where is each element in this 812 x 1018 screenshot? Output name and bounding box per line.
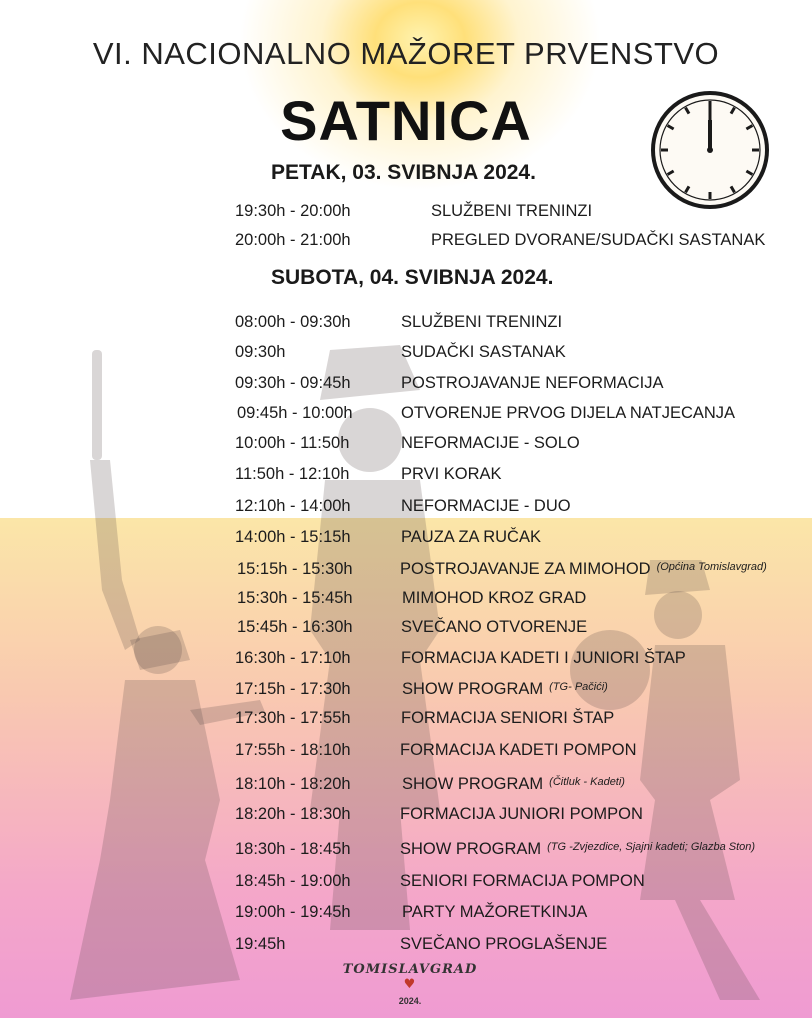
activity-label: MIMOHOD KROZ GRAD bbox=[402, 589, 587, 607]
schedule-row bbox=[0, 465, 812, 489]
schedule-time: 17:55h - 18:10h bbox=[235, 741, 351, 759]
schedule-activity bbox=[401, 343, 566, 362]
schedule-activity bbox=[431, 231, 765, 250]
activity-label: PARTY MAŽORETKINJA bbox=[402, 903, 588, 921]
schedule-activity bbox=[402, 589, 586, 608]
page-title: SATNICA bbox=[280, 89, 532, 152]
activity-label: NEFORMACIJE - SOLO bbox=[401, 434, 580, 452]
schedule-time: 09:30h - 09:45h bbox=[235, 374, 351, 392]
schedule-activity bbox=[400, 805, 643, 824]
schedule-row bbox=[0, 497, 812, 521]
schedule-row bbox=[0, 434, 812, 458]
clock-icon bbox=[650, 90, 770, 210]
schedule-time: 18:20h - 18:30h bbox=[235, 805, 351, 823]
schedule-time: 19:45h bbox=[235, 935, 286, 953]
schedule-time: 19:30h - 20:00h bbox=[235, 202, 351, 220]
schedule-time: 15:30h - 15:45h bbox=[237, 589, 353, 607]
schedule-activity bbox=[401, 528, 541, 547]
logo-wordmark bbox=[340, 962, 480, 992]
logo-year: 2024. bbox=[398, 996, 422, 1006]
schedule-activity bbox=[401, 497, 571, 516]
activity-note: (TG- Pačići) bbox=[549, 681, 608, 693]
activity-label: POSTROJAVANJE ZA MIMOHOD bbox=[400, 560, 651, 578]
heart-icon: ♥ bbox=[403, 977, 417, 992]
schedule-row bbox=[0, 741, 812, 765]
activity-label: SHOW PROGRAM bbox=[402, 680, 544, 698]
schedule-row bbox=[0, 680, 812, 704]
schedule-activity bbox=[401, 404, 735, 423]
logo-text: TOMISLAVGRAD bbox=[342, 962, 478, 977]
activity-label: SENIORI FORMACIJA POMPON bbox=[400, 872, 645, 890]
schedule-activity bbox=[401, 313, 562, 332]
schedule-time: 08:00h - 09:30h bbox=[235, 313, 351, 331]
schedule-row bbox=[0, 589, 812, 613]
schedule-row bbox=[0, 840, 812, 864]
activity-label: OTVORENJE PRVOG DIJELA NATJECANJA bbox=[401, 404, 736, 422]
day-heading-friday: PETAK, 03. SVIBNJA 2024. bbox=[271, 161, 536, 184]
schedule-row bbox=[0, 313, 812, 337]
schedule-activity bbox=[401, 709, 614, 728]
activity-note: (Općina Tomislavgrad) bbox=[656, 561, 767, 573]
event-subtitle: VI. NACIONALNO MAŽORET PRVENSTVO bbox=[92, 36, 720, 71]
schedule-time: 10:00h - 11:50h bbox=[235, 434, 350, 452]
schedule-time: 18:45h - 19:00h bbox=[235, 872, 351, 890]
schedule-time: 16:30h - 17:10h bbox=[235, 649, 351, 667]
schedule-activity bbox=[400, 872, 645, 891]
schedule-time: 17:30h - 17:55h bbox=[235, 709, 351, 727]
schedule-time: 19:00h - 19:45h bbox=[235, 903, 351, 921]
schedule-row bbox=[0, 709, 812, 733]
schedule-activity bbox=[402, 903, 587, 922]
schedule-row bbox=[0, 649, 812, 673]
schedule-time: 20:00h - 21:00h bbox=[235, 231, 351, 249]
activity-label: FORMACIJA KADETI I JUNIORI ŠTAP bbox=[401, 649, 686, 667]
schedule-time: 09:30h bbox=[235, 343, 286, 361]
schedule-time: 15:45h - 16:30h bbox=[237, 618, 353, 636]
schedule-time: 18:30h - 18:45h bbox=[235, 840, 351, 858]
activity-label: PRVI KORAK bbox=[401, 465, 502, 483]
schedule-time: 09:45h - 10:00h bbox=[237, 404, 353, 422]
activity-label: FORMACIJA JUNIORI POMPON bbox=[400, 805, 643, 823]
schedule-activity bbox=[401, 649, 686, 668]
schedule-row bbox=[0, 618, 812, 642]
activity-label: PREGLED DVORANE/SUDAČKI SASTANAK bbox=[431, 231, 766, 249]
schedule-row bbox=[0, 404, 812, 428]
schedule-row bbox=[0, 560, 812, 584]
schedule-activity bbox=[402, 775, 625, 794]
schedule-row bbox=[0, 935, 812, 959]
schedule-time: 14:00h - 15:15h bbox=[235, 528, 351, 546]
schedule-time: 11:50h - 12:10h bbox=[235, 465, 350, 483]
activity-label: PAUZA ZA RUČAK bbox=[401, 528, 541, 546]
activity-note: (Čitluk - Kadeti) bbox=[549, 776, 625, 788]
schedule-row bbox=[0, 231, 812, 255]
schedule-time: 15:15h - 15:30h bbox=[237, 560, 353, 578]
schedule-row bbox=[0, 374, 812, 398]
day-heading-saturday: SUBOTA, 04. SVIBNJA 2024. bbox=[271, 266, 554, 289]
activity-label: SHOW PROGRAM bbox=[402, 775, 544, 793]
schedule-activity bbox=[402, 680, 608, 699]
schedule-row bbox=[0, 805, 812, 829]
activity-label: SVEČANO PROGLAŠENJE bbox=[400, 935, 608, 953]
schedule-activity bbox=[400, 840, 755, 859]
schedule-row bbox=[0, 202, 812, 226]
activity-label: SLUŽBENI TRENINZI bbox=[401, 313, 563, 331]
schedule-activity bbox=[431, 202, 592, 221]
schedule-time: 18:10h - 18:20h bbox=[235, 775, 351, 793]
schedule-activity bbox=[400, 935, 607, 954]
schedule-row bbox=[0, 775, 812, 799]
schedule-activity bbox=[401, 434, 580, 453]
activity-label: SVEČANO OTVORENJE bbox=[401, 618, 588, 636]
schedule-activity bbox=[400, 741, 637, 760]
activity-label: FORMACIJA KADETI POMPON bbox=[400, 741, 637, 759]
activity-note: (TG -Zvjezdice, Sjajni kadeti; Glazba Ston) bbox=[547, 841, 756, 853]
schedule-row bbox=[0, 528, 812, 552]
schedule-activity bbox=[401, 374, 664, 393]
activity-label: SUDAČKI SASTANAK bbox=[401, 343, 566, 361]
tomislavgrad-logo bbox=[340, 962, 480, 1010]
schedule-row bbox=[0, 903, 812, 927]
schedule-time: 17:15h - 17:30h bbox=[235, 680, 351, 698]
schedule-activity bbox=[401, 618, 587, 637]
schedule-row bbox=[0, 343, 812, 367]
schedule-activity bbox=[400, 560, 767, 579]
activity-label: NEFORMACIJE - DUO bbox=[401, 497, 571, 515]
schedule-activity bbox=[401, 465, 502, 484]
activity-label: SLUŽBENI TRENINZI bbox=[431, 202, 593, 220]
schedule-time: 12:10h - 14:00h bbox=[235, 497, 351, 515]
schedule-row bbox=[0, 872, 812, 896]
activity-label: FORMACIJA SENIORI ŠTAP bbox=[401, 709, 615, 727]
activity-label: SHOW PROGRAM bbox=[400, 840, 542, 858]
activity-label: POSTROJAVANJE NEFORMACIJA bbox=[401, 374, 664, 392]
